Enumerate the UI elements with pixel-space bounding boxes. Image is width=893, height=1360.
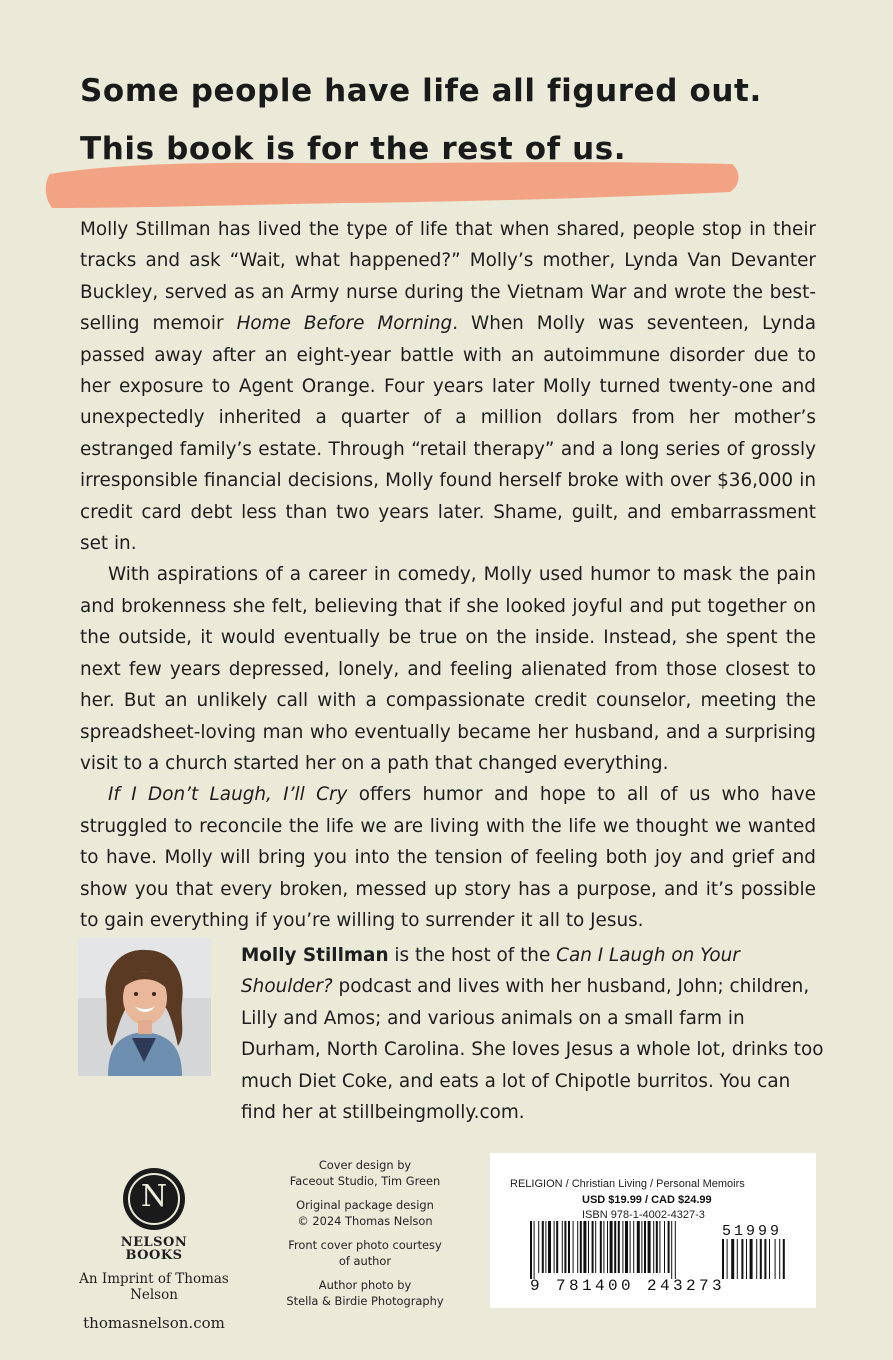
barcode-bar	[653, 1221, 654, 1273]
cover-design-credit: Cover design by Faceout Studio, Tim Green	[289, 1158, 441, 1188]
author-photo-credit: Author photo by Stella & Birdie Photography	[286, 1278, 444, 1308]
description-paragraph-1: Molly Stillman has lived the type of life that when shared, people stop in their tracks and ask “Wait, what happened?” Molly’s mother, Lynda Van Devanter Buckley, served as an Army nurse during the Vietnam War and wrote the best-selling memoir Home Before Morning. When Molly was seventeen, Lynda passed away after an eight-year battle with an autoimmune disorder due to her exposure to Agent Orange. Four years later Molly turned twenty-one and unexpectedly inherited a quarter of a million dollars from her mother’s estranged family’s estate. Through “retail therapy” and a long series of grossly irresponsible financial decisions, Molly found herself broke with over $36,000 in credit card debt less than two years later. Shame, guilt, and embarrassment set in.	[80, 219, 816, 555]
barcode-bar	[568, 1221, 570, 1273]
design-credits	[270, 1158, 460, 1318]
addon-bar	[769, 1239, 770, 1279]
bisac-category: RELIGION / Christian Living / Personal Memoirs	[510, 1178, 745, 1190]
addon-bar	[737, 1239, 738, 1279]
barcode-bar	[530, 1221, 532, 1279]
addon-bar	[775, 1239, 776, 1279]
barcode-bar	[588, 1221, 589, 1273]
barcode-digits: 9 781400 243273	[530, 1277, 726, 1295]
barcode-bar	[592, 1221, 594, 1273]
publisher-brand: NELSON BOOKS	[120, 1235, 188, 1263]
author-photo	[78, 938, 211, 1076]
barcode-bar	[625, 1221, 628, 1273]
description-paragraph-2: With aspirations of a career in comedy, Molly used humor to mask the pain and brokenness she felt, believing that if she looked joyful and put together on the outside, it would eventually be true on the inside. Instead, she spent the next few years depressed, lonely, and feeling alienated from those closest to her. But an unlikely call with a compassionate credit counselor, meeting the spreadsheet-loving man who eventually became her husband, and a surprising visit to a church started her on a path that changed everything.	[80, 564, 816, 774]
imprint-line: An Imprint of Thomas Nelson	[79, 1271, 229, 1303]
book-description	[80, 214, 816, 936]
barcode-bar	[622, 1221, 623, 1273]
addon-bar	[764, 1239, 766, 1279]
barcode-bar	[644, 1221, 646, 1273]
price-addon-digits: 51999	[722, 1223, 783, 1240]
barcode-bar	[577, 1221, 578, 1273]
barcode-panel	[490, 1153, 816, 1308]
addon-bar	[760, 1239, 762, 1279]
barcode-bar	[545, 1221, 546, 1273]
addon-bar	[779, 1239, 780, 1279]
barcode-bar	[664, 1221, 665, 1273]
author-bio: Molly Stillman is the host of the Can I Laugh on Your Shoulder? podcast and lives with her husband, John; children, Lilly and Amos; and various animals on a small farm in Durham, North Carolina. She loves Jesus a whole lot, drinks too much Diet Coke, and eats a lot of Chipotle burritos. You can find her at stillbeingmolly.com.	[241, 945, 824, 1124]
barcode-bar	[656, 1221, 658, 1273]
addon-bar	[722, 1239, 724, 1279]
front-photo-credit: Front cover photo courtesy of author	[288, 1238, 442, 1268]
price-label: USD $19.99 / CAD $24.99	[582, 1194, 712, 1206]
package-design-credit: Original package design © 2024 Thomas Nelson	[296, 1198, 434, 1228]
barcode-bar	[610, 1221, 613, 1273]
barcode-bar	[675, 1221, 676, 1279]
addon-bar	[783, 1239, 785, 1279]
publisher-website: thomasnelson.com	[83, 1314, 225, 1332]
barcode-bar	[668, 1221, 670, 1273]
headline	[80, 62, 762, 178]
barcode-bar	[671, 1221, 672, 1279]
barcode-bar	[595, 1221, 596, 1273]
barcode-bar	[580, 1221, 582, 1273]
barcode-bar	[542, 1221, 544, 1273]
description-paragraph-3: If I Don’t Laugh, I’ll Cry offers humor and hope to all of us who have struggled to reconcile the life we are living with the life we thought we wanted to have. Molly will bring you into the tension of feeling both joy and grief and show you that every broken, messed up story has a purpose, and it’s possible to gain everything if you’re willing to surrender it all to Jesus.	[80, 784, 816, 931]
podcast-title: Can I Laugh on Your Shoulder?	[241, 945, 740, 998]
barcode-bar	[538, 1221, 539, 1273]
barcode-bar	[600, 1221, 602, 1273]
addon-bar	[741, 1239, 743, 1279]
addon-bar	[750, 1239, 753, 1279]
barcode-bar	[659, 1221, 660, 1273]
addon-bar	[746, 1239, 747, 1279]
barcode-bar	[603, 1221, 604, 1273]
isbn-label: ISBN 978-1-4002-4327-3	[582, 1209, 705, 1221]
barcode-bar	[637, 1221, 640, 1273]
nelson-books-logo	[70, 1168, 238, 1332]
headline-line-1: Some people have life all figured out.	[80, 73, 762, 109]
headline-line-2: This book is for the rest of us.	[80, 131, 627, 167]
barcode-bar	[534, 1221, 535, 1279]
barcode-bar	[648, 1221, 651, 1273]
barcode-bar	[614, 1221, 616, 1273]
barcode-bar	[618, 1221, 620, 1273]
barcode-bar	[554, 1221, 555, 1273]
barcode-bar	[633, 1221, 634, 1273]
author-name: Molly Stillman	[241, 945, 389, 966]
barcode-bar	[583, 1221, 586, 1273]
barcode-bar	[630, 1221, 631, 1273]
barcode-bar	[564, 1221, 566, 1273]
nelson-emblem-icon: N	[123, 1168, 185, 1230]
barcode-bar	[573, 1221, 574, 1273]
barcode-bar	[556, 1221, 558, 1273]
addon-bar	[756, 1239, 757, 1279]
addon-bar	[727, 1239, 728, 1279]
barcode-bar	[641, 1221, 642, 1273]
barcode-bar	[562, 1221, 563, 1273]
addon-bar	[731, 1239, 734, 1279]
barcode-bar	[607, 1221, 608, 1273]
barcode-bar	[548, 1221, 551, 1273]
